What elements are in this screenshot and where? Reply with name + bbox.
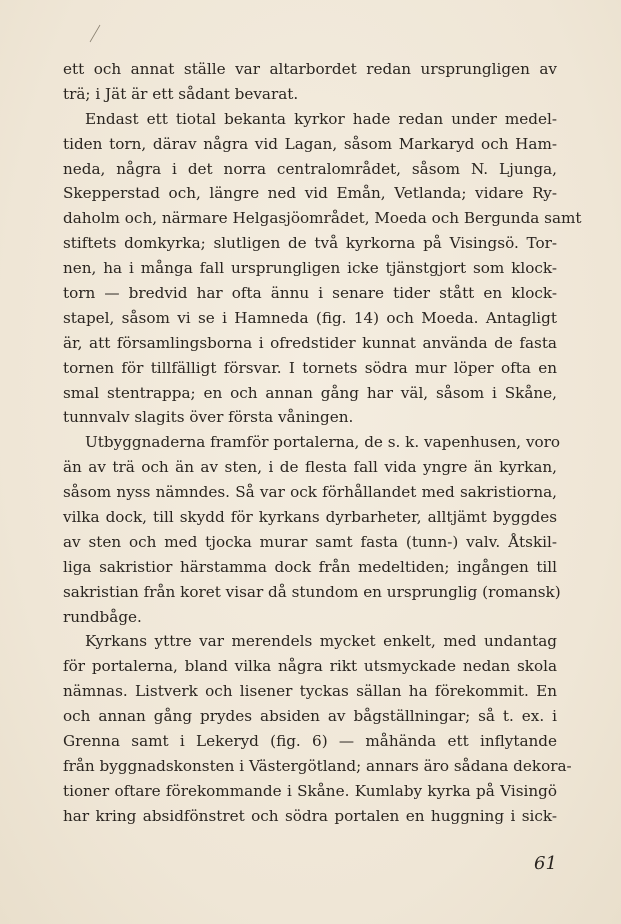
text-line: stapel, såsom vi se i Hamneda (fig. 14) och Moeda. Antagligt bbox=[63, 308, 557, 327]
body-text bbox=[63, 57, 582, 829]
text-line: för portalerna, bland vilka några rikt utsmyckade nedan skola bbox=[63, 657, 557, 676]
text-line: Grenna samt i Lekeryd (fig. 6) — måhända ett inflytande bbox=[63, 732, 557, 751]
text-line: tornen för tillfälligt försvar. I tornets södra mur löper ofta en bbox=[63, 358, 557, 377]
text-line: Kyrkans yttre var merendels mycket enkelt, med undantag bbox=[85, 632, 557, 651]
text-line: tioner oftare förekommande i Skåne. Kumlaby kyrka på Visingö bbox=[63, 781, 557, 800]
text-line: Skepperstad och, längre ned vid Emån, Vetlanda; vidare Ry- bbox=[63, 184, 557, 203]
text-line: daholm och, närmare Helgasjöområdet, Moeda och Bergunda samt bbox=[63, 209, 582, 228]
text-line: av sten och med tjocka murar samt fasta (tunn-) valv. Åtskil- bbox=[63, 532, 557, 551]
text-line: vilka dock, till skydd för kyrkans dyrbarheter, alltjämt byggdes bbox=[63, 508, 557, 527]
text-line: såsom nyss nämndes. Så var ock förhållandet med sakristiorna, bbox=[63, 483, 557, 502]
text-line: trä; i Jät är ett sådant bevarat. bbox=[63, 84, 299, 103]
text-line: har kring absidfönstret och södra portalen en huggning i sick- bbox=[63, 806, 557, 825]
text-line: stiftets domkyrka; slutligen de två kyrkorna på Visingsö. Tor- bbox=[63, 234, 557, 253]
pencil-mark bbox=[86, 22, 104, 44]
text-line: ett och annat ställe var altarbordet redan ursprungligen av bbox=[63, 60, 557, 78]
text-line: smal stentrappa; en och annan gång har väl, såsom i Skåne, bbox=[63, 383, 557, 402]
text-line: Utbyggnaderna framför portalerna, de s. k. vapenhusen, voro bbox=[85, 433, 561, 452]
text-line: rundbåge. bbox=[63, 607, 142, 626]
text-line: nämnas. Listverk och lisener tyckas sällan ha förekommit. En bbox=[63, 682, 557, 701]
text-line: och annan gång prydes absiden av bågställningar; så t. ex. i bbox=[63, 707, 557, 726]
text-line: neda, några i det norra centralområdet, såsom N. Ljunga, bbox=[63, 159, 557, 178]
text-line: torn — bredvid har ofta ännu i senare tider stått en klock- bbox=[63, 284, 557, 303]
text-line: från byggnadskonsten i Västergötland; annars äro sådana dekora- bbox=[63, 756, 572, 775]
page-number: 61 bbox=[534, 853, 557, 874]
text-line: Endast ett tiotal bekanta kyrkor hade redan under medel- bbox=[85, 109, 557, 128]
text-line: än av trä och än av sten, i de flesta fall vida yngre än kyrkan, bbox=[63, 458, 557, 477]
text-line: liga sakristior härstamma dock från medeltiden; ingången till bbox=[63, 557, 557, 576]
text-line: tunnvalv slagits över första våningen. bbox=[63, 408, 354, 427]
text-line: nen, ha i många fall ursprungligen icke tjänstgjort som klock- bbox=[63, 259, 557, 278]
text-line: tiden torn, därav några vid Lagan, såsom Markaryd och Ham- bbox=[63, 134, 557, 153]
text-line: sakristian från koret visar då stundom en ursprunglig (romansk) bbox=[63, 582, 561, 601]
text-line: är, att församlingsborna i ofredstider kunnat använda de fasta bbox=[63, 333, 557, 352]
